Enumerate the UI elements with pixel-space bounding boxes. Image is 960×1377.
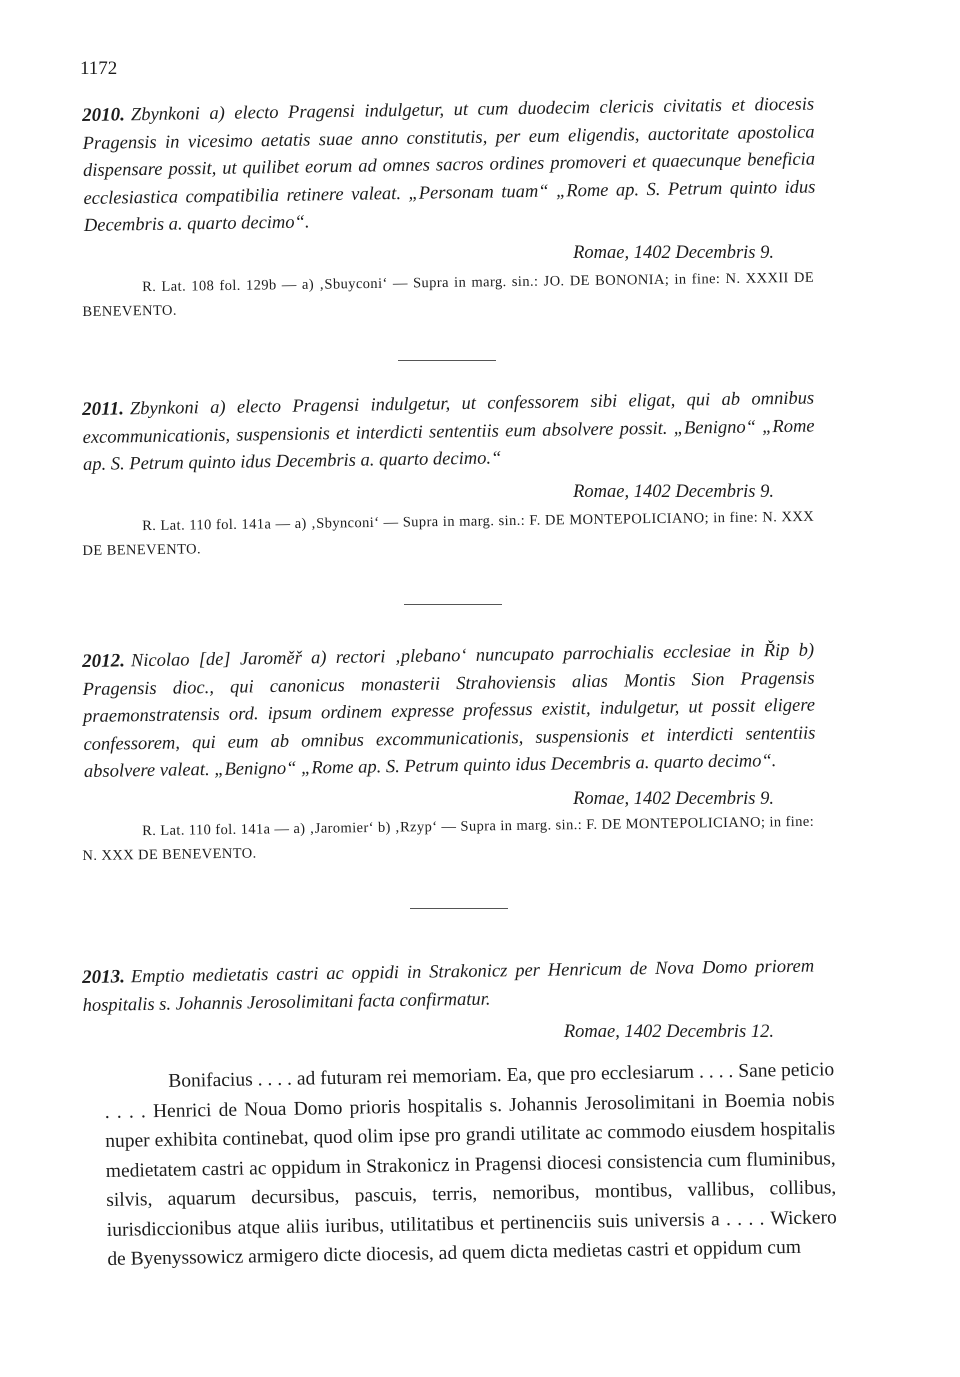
separator-line [404,604,502,605]
entry-body: Zbynkoni a) electo Pragensi indulgetur, ut confessorem sibi eligat, qui ab omnibus excommunicationis, suspensionis et interdicti sententiis eum absolvere possit. „Benigno“ „Rome ap. S. Petrum quinto idus Decembris a. quarto decimo.“ [82,388,815,475]
charter-text: Bonifacius . . . . ad futuram rei memoriam. Ea, que pro ecclesiarum . . . . Sane peticio . . . . Henrici de Noua Domo prioris hospitalis s. Johannis Jerosolimitani in Boemia nobis nuper exhibita continebat, quod olim ipse pro grandi utilitate ac commodo eiusdem hospitalis medietatem castri ac oppidum in Strakonicz in Pragensi diocesi consistencia cum fluminibus, silvis, aquarum decursibus, pascuis, terris, nemoribus, montibus, vallibus, collibus, iurisdiccionibus atque aliis iuribus, utilitatibus et pertinenciis suis universis a . . . . Wickero de Byenyssowicz armigero dicte diocesis, ad quem dicta medietas castri et oppidum cum [104,1059,837,1270]
entry-source: R. Lat. 110 fol. 141a — a) ‚Sbynconi‘ — Supra in marg. sin.: F. DE MONTEPOLICIANO; in fine: N. XXX DE BENEVENTO. [82,508,815,559]
entry-text [82,385,815,480]
entry-source: R. Lat. 110 fol. 141a — a) ‚Jaromier‘ b) ‚Rzyp‘ — Supra in marg. sin.: F. DE MONTEPOLICIANO; in fine: N. XXX DE BENEVENTO. [82,813,815,864]
entry-2011 [82,388,815,563]
entry-text [82,953,815,1020]
entry-number: 2012. [82,650,126,672]
entry-date: Romae, 1402 Decembris 9. [573,788,774,809]
entry-number: 2011. [82,398,125,420]
entry-number: 2013. [82,966,126,988]
page-number: 1172 [80,58,118,79]
entry-date: Romae, 1402 Decembris 12. [563,1022,774,1042]
entry-body: Nicolao [de] Jaroměř a) rectori ‚plebano‘ nuncupato parrochialis ecclesiae in Řip b) Pragensis dioc., qui canonicus monasterii Strahoviensis alias Montis Sion Pragensis praemonstratensis ord. ipsum ordinem expresse professus existit, indulgetur, ut possit eligere confessorem, qui eum ab omnibus excommunicationis, suspensionis et interdicti sententiis absolvere valeat. „Benigno“ „Rome ap. S. Petrum quinto idus Decembris a. quarto decimo“. [82,640,816,782]
entry-2013 [82,956,815,1043]
entry-number: 2010. [82,104,126,126]
entry-text [82,637,816,787]
entry-text [82,91,816,241]
entry-source: R. Lat. 108 fol. 129b — a) ‚Sbuyconi‘ — Supra in marg. sin.: JO. DE BONONIA; in fine: N. XXXII DE BENEVENTO. [82,269,815,320]
separator-line [410,908,508,909]
entry-body: Emptio medietatis castri ac oppidi in Strakonicz per Henricum de Nova Domo priorem hospitalis s. Johannis Jerosolimitani facta confirmatur. [82,956,815,1016]
charter-body [104,1059,837,1275]
entry-2010 [82,94,816,324]
entry-date: Romae, 1402 Decembris 9. [573,242,774,263]
entry-date: Romae, 1402 Decembris 9. [573,481,774,502]
entry-body: Zbynkoni a) electo Pragensi indulgetur, ut cum duodecim clericis civitatis et diocesis Pragensis in vicesimo aetatis suae anno constitutis, per eum eligendis, auctoritate apostolica dispensare possit, ut quilibet eorum ad omnes sacros ordines promoveri et quaecunque beneficia ecclesiastica compatibilia retinere valeat. „Personam tuam“ „Rome ap. S. Petrum quinto idus Decembris a. quarto decimo“. [82,94,816,236]
entry-2012 [82,640,816,868]
separator-line [398,360,496,361]
